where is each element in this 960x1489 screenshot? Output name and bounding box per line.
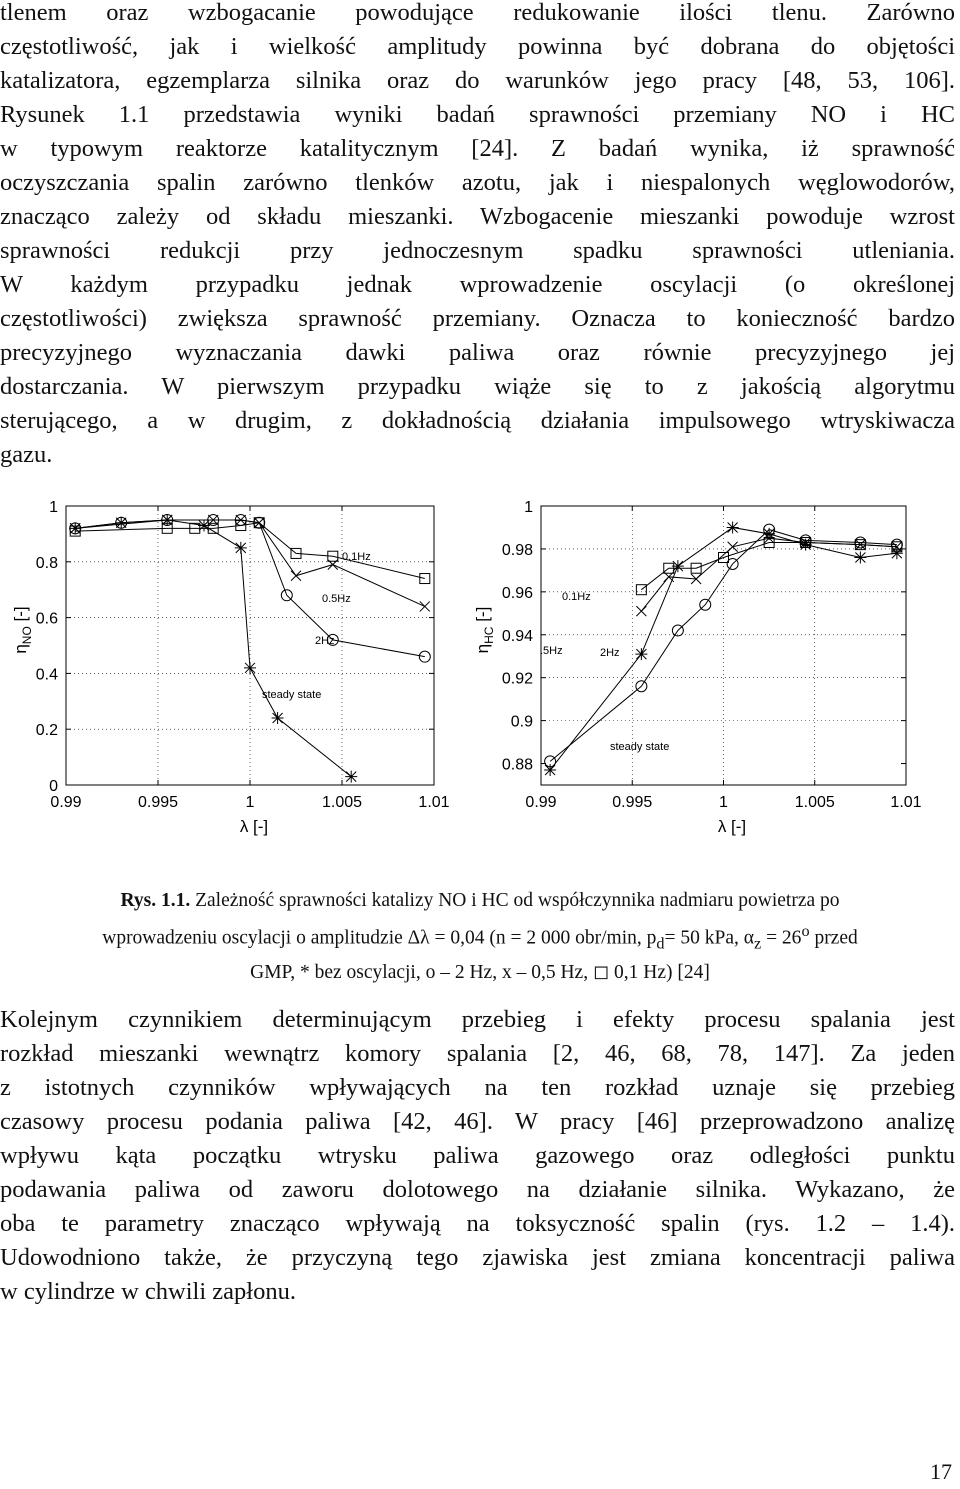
paragraph-top-line: oczyszczania spalin zarówno tlenków azotu, jak i niespalonych węglowodorów,: [0, 169, 955, 196]
series-annotation: steady state: [610, 741, 670, 753]
caption-label: Rys. 1.1.: [120, 890, 191, 911]
page-number: 17: [930, 1459, 952, 1484]
star-marker: [544, 764, 556, 776]
chart-eta-no: [0, 490, 460, 840]
star-marker: [244, 662, 256, 674]
series-annotation: 0.1Hz: [562, 591, 591, 603]
series-line-x: [75, 520, 425, 606]
paragraph-bottom-line: wpływu kąta początku wtrysku paliwa gazowego oraz odległości punktu: [0, 1142, 955, 1169]
series-annotation: 0.5Hz: [322, 593, 351, 605]
caption-line-3: GMP, * bez oscylacji, o – 2 Hz, x – 0,5 Hz, ◻ 0,1 Hz) [24]: [250, 962, 710, 984]
y-tick-label: 0.4: [35, 666, 58, 684]
star-marker: [854, 552, 866, 564]
paragraph-top-line: tlenem oraz wzbogacanie powodujące redukowanie ilości tlenu. Zarówno: [0, 0, 955, 26]
series-annotation: .5Hz: [540, 645, 563, 657]
y-tick-label: 0.8: [35, 554, 58, 572]
paragraph-bottom-line: z istotnych czynników wpływających na ten rozkład uznaje się przebieg: [0, 1074, 955, 1101]
y-tick-label: 1: [524, 499, 533, 516]
circle-marker: [419, 651, 430, 662]
x-tick-label: 1.005: [321, 794, 363, 811]
paragraph-bottom-line: Kolejnym czynnikiem determinującym przebieg i efekty procesu spalania jest: [0, 1006, 955, 1033]
figure-caption: [0, 886, 960, 988]
paragraph-top-line: W każdym przypadku jednak wprowadzenie oscylacji (o określonej: [0, 271, 955, 298]
star-marker: [727, 521, 739, 533]
y-axis-label: $\eta_{HC}$ [-]: [473, 606, 496, 654]
star-marker: [235, 542, 247, 554]
paragraph-top-line: częstotliwości) zwiększa sprawność przemiany. Oznacza to konieczność bardzo: [0, 305, 955, 332]
paragraph-bottom-line: rozkład mieszanki wewnątrz komory spalania [2, 46, 68, 78, 147]. Za jeden: [0, 1040, 955, 1067]
x-axis-label: λ [-]: [239, 817, 269, 836]
x-marker: [636, 606, 646, 616]
series-annotation: 2Hz: [315, 635, 335, 647]
paragraph-top-line: sprawności redukcji przy jednoczesnym spadku sprawności utleniania.: [0, 237, 955, 264]
paragraph-bottom-line: w cylindrze w chwili zapłonu.: [0, 1278, 296, 1305]
series-line-circle: [75, 520, 425, 657]
paragraph-top-line: katalizatora, egzemplarza silnika oraz do warunków jego pracy [48, 53, 106].: [0, 67, 955, 94]
star-marker: [272, 712, 284, 724]
star-marker: [635, 648, 647, 660]
x-tick-label: 1.01: [418, 794, 450, 811]
caption-line-2: wprowadzeniu oscylacji o amplitudzie Δλ = 0,04 (n = 2 000 obr/min, $p_d= 50$ kPa, $\alpha_z = 26^o$ przed: [102, 922, 858, 953]
y-tick-label: 0.2: [35, 722, 58, 740]
x-tick-label: 1: [245, 794, 255, 811]
y-tick-label: 0.92: [501, 670, 533, 688]
x-tick-label: 1: [719, 794, 728, 811]
x-marker: [420, 601, 430, 611]
paragraph-top-line: sterującego, a w drugim, z dokładnością działania impulsowego wtryskiwacza: [0, 407, 955, 434]
chart-eta-hc: [470, 490, 950, 840]
x-axis-label: λ [-]: [717, 817, 747, 836]
plot-frame: [541, 506, 906, 785]
x-tick-label: 0.99: [50, 794, 82, 811]
paragraph-top-line: częstotliwość, jak i wielkość amplitudy powinna być dobrana do objętości: [0, 33, 955, 60]
chart-eta-no-svg: [0, 490, 460, 840]
paragraph-top: [0, 0, 955, 472]
x-tick-label: 0.995: [137, 794, 179, 811]
plot-frame: [66, 506, 434, 785]
series-annotation: 2Hz: [600, 647, 620, 659]
x-tick-label: 1.01: [890, 794, 922, 811]
star-marker: [891, 547, 903, 559]
series-annotation: 0.1Hz: [342, 551, 371, 563]
paragraph-bottom: [0, 1003, 955, 1309]
paragraph-top-line: znacząco zależy od składu mieszanki. Wzbogacenie mieszanki powoduje wzrost: [0, 203, 955, 230]
paragraph-top-line: gazu.: [0, 441, 53, 468]
paragraph-top-line: precyzyjnego wyznaczania dawki paliwa oraz równie precyzyjnego jej: [0, 339, 955, 366]
y-tick-label: 0.96: [501, 584, 533, 602]
y-tick-label: 0.9: [510, 713, 533, 731]
paragraph-bottom-line: oba te parametry znacząco wpływają na toksyczność spalin (rys. 1.2 – 1.4).: [0, 1210, 955, 1237]
y-tick-label: 0.6: [35, 610, 58, 628]
caption-line-1: Rys. 1.1. Zależność sprawności katalizy NO i HC od współczynnika nadmiaru powietrza po: [120, 890, 840, 911]
y-tick-label: 0.94: [501, 627, 533, 645]
x-tick-label: 1.005: [794, 794, 835, 811]
y-tick-label: 1: [49, 499, 58, 516]
x-marker: [291, 571, 301, 581]
y-tick-label: 0.98: [501, 541, 533, 559]
paragraph-top-line: w typowym reaktorze katalitycznym [24]. Z badań wynika, iż sprawność: [0, 135, 955, 162]
x-tick-label: 0.995: [612, 794, 653, 811]
paragraph-bottom-line: czasowy procesu podania paliwa [42, 46]. W pracy [46] przeprowadzono analizę: [0, 1108, 955, 1135]
star-marker: [345, 771, 357, 783]
series-annotation: steady state: [262, 689, 322, 701]
paragraph-top-line: Rysunek 1.1 przedstawia wyniki badań sprawności przemiany NO i HC: [0, 101, 955, 128]
y-tick-label: 0.88: [501, 756, 533, 774]
y-tick-label: 0: [49, 778, 58, 795]
square-marker: [636, 585, 646, 595]
paragraph-bottom-line: Udowodniono także, że przyczyną tego zjawiska jest zmiana koncentracji paliwa: [0, 1244, 955, 1271]
chart-eta-hc-svg: [470, 490, 950, 840]
x-tick-label: 0.99: [525, 794, 557, 811]
paragraph-bottom-line: podawania paliwa od zaworu dolotowego na działanie silnika. Wykazano, że: [0, 1176, 955, 1203]
y-axis-label: $\eta_{NO}$ [-]: [11, 606, 34, 654]
series-line-star: [75, 520, 351, 777]
paragraph-top-line: dostarczania. W pierwszym przypadku wiąże się to z jakością algorytmu: [0, 373, 955, 400]
x-marker: [728, 542, 738, 552]
